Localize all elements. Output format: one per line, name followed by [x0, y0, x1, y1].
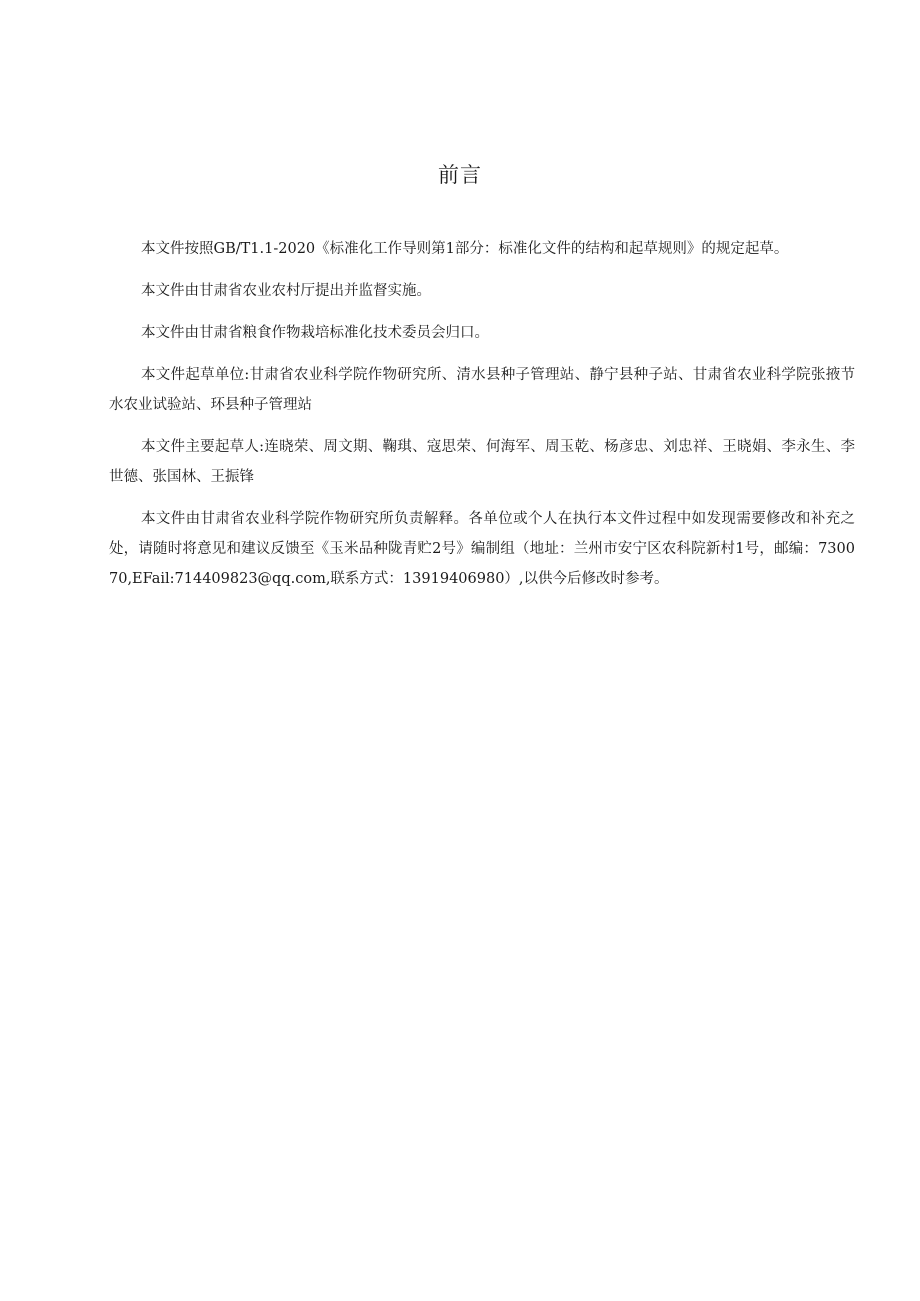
- paragraph-interpretation-contact: 本文件由甘肃省农业科学院作物研究所负责解释。各单位或个人在执行本文件过程中如发现需要修改和补充之处，请随时将意见和建议反馈至《玉米品种陇青贮2号》编制组（地址：兰州市安宁区农科院新村1号，邮编：730070,EFail:714409823@qq.com,联系方式：13919406980）,以供今后修改时参考。: [109, 511, 855, 587]
- page-title: 前言: [438, 163, 482, 187]
- document-body: [109, 234, 855, 606]
- paragraph-drafting-basis: 本文件按照GB/T1.1-2020《标准化工作导则第1部分：标准化文件的结构和起草规则》的规定起草。: [141, 241, 789, 257]
- paragraph-drafters: 本文件主要起草人:连晓荣、周文期、鞠琪、寇思荣、何海军、周玉乾、杨彦忠、刘忠祥、王晓娟、李永生、李世德、张国林、王振锋: [109, 439, 855, 485]
- paragraph-centralized-unit: 本文件由甘肃省粮食作物栽培标准化技术委员会归口。: [141, 325, 489, 341]
- paragraph-proposer: 本文件由甘肃省农业农村厅提出并监督实施。: [141, 283, 431, 299]
- paragraph-drafting-units: 本文件起草单位:甘肃省农业科学院作物研究所、清水县种子管理站、静宁县种子站、甘肃省农业科学院张掖节水农业试验站、环县种子管理站: [109, 367, 855, 413]
